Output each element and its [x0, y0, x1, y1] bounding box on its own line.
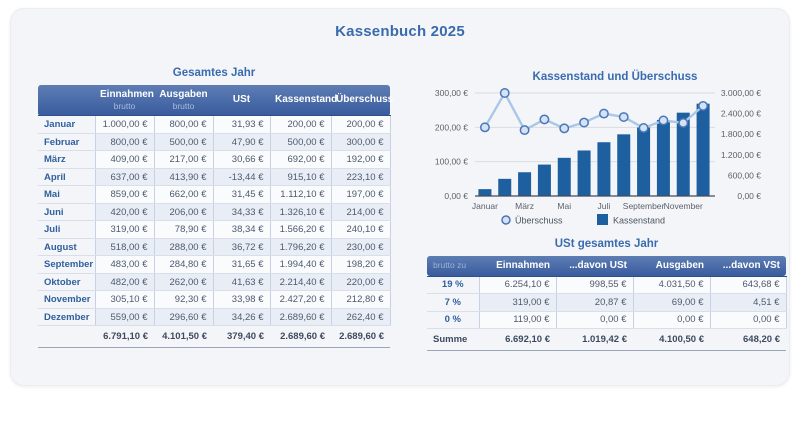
cell-value: 998,55 €: [556, 276, 633, 294]
right-axis-label: 600,00 €: [727, 170, 761, 181]
year-table-section: [38, 67, 394, 348]
cell-value: 78,90 €: [154, 221, 213, 239]
table-row: [38, 308, 390, 326]
cell-value: 0,00 €: [556, 311, 633, 329]
cell-value: 319,00 €: [479, 294, 556, 312]
month-label: Oktober: [38, 273, 95, 291]
sum-value: 648,20 €: [710, 329, 786, 351]
sum-value: 379,40 €: [213, 326, 270, 348]
month-label: Mai: [38, 186, 95, 204]
cell-value: 31,65 €: [213, 256, 270, 274]
sum-value: 6.791,10 €: [95, 326, 154, 348]
sum-row: [38, 326, 390, 348]
cell-value: 30,66 €: [213, 151, 270, 169]
year-table-title: Gesamtes Jahr: [172, 67, 256, 79]
table-row: [427, 276, 786, 294]
cell-value: 240,10 €: [331, 221, 390, 239]
column-header: Einnahmen: [479, 256, 556, 276]
chart-bar: [617, 134, 630, 196]
tax-rate-label: 7 %: [427, 294, 479, 312]
cell-value: 413,90 €: [154, 168, 213, 186]
cell-value: 38,34 €: [213, 221, 270, 239]
cell-value: 197,00 €: [331, 186, 390, 204]
table-row: [427, 294, 786, 312]
cell-value: 288,00 €: [154, 238, 213, 256]
cell-value: 2.427,20 €: [270, 291, 331, 309]
column-header: Kassenstand: [270, 85, 331, 116]
chart-line: [485, 93, 703, 130]
chart-bar: [478, 189, 491, 196]
cell-value: 319,00 €: [95, 221, 154, 239]
cell-value: 305,10 €: [95, 291, 154, 309]
cell-value: 559,00 €: [95, 308, 154, 326]
right-axis-label: 1.200,00 €: [720, 149, 761, 160]
column-header: Ausgaben: [633, 256, 710, 276]
page-title: Kassenbuch 2025: [335, 23, 465, 40]
cell-value: 192,00 €: [331, 151, 390, 169]
column-header: Ausgaben brutto: [154, 85, 213, 116]
cell-value: 92,30 €: [154, 291, 213, 309]
cell-value: 643,68 €: [710, 276, 786, 294]
table-row: [38, 221, 390, 239]
month-label: Januar: [38, 116, 95, 134]
row-label-corner: [38, 85, 95, 116]
cell-value: 1.796,20 €: [270, 238, 331, 256]
chart-bar: [578, 150, 591, 196]
sum-label: [38, 326, 95, 348]
chart-marker: [600, 109, 608, 117]
cell-value: -13,44 €: [213, 168, 270, 186]
legend-ueberschuss-icon: [502, 216, 510, 224]
cell-value: 0,00 €: [710, 311, 786, 329]
column-header: USt: [213, 85, 270, 116]
table-row: [38, 116, 390, 134]
column-header: ...davon VSt: [710, 256, 786, 276]
chart-marker: [659, 116, 667, 124]
sum-row: [427, 329, 786, 351]
cell-value: 33,98 €: [213, 291, 270, 309]
table-row: [38, 203, 390, 221]
cell-value: 212,80 €: [331, 291, 390, 309]
cell-value: 262,40 €: [331, 308, 390, 326]
cell-value: 300,00 €: [331, 133, 390, 151]
sum-label: Summe: [427, 329, 479, 351]
right-axis-label: 2.400,00 €: [720, 108, 761, 119]
cell-value: 31,93 €: [213, 116, 270, 134]
month-label: Februar: [38, 133, 95, 151]
year-table-header: [38, 85, 394, 116]
cell-value: 69,00 €: [633, 294, 710, 312]
table-row: [38, 133, 390, 151]
x-axis-label: November: [663, 201, 703, 211]
cell-value: 4.031,50 €: [633, 276, 710, 294]
column-subheader: brutto: [172, 100, 195, 111]
month-label: November: [38, 291, 95, 309]
month-label: Juni: [38, 203, 95, 221]
cell-value: 296,60 €: [154, 308, 213, 326]
sum-value: 2.689,60 €: [270, 326, 331, 348]
chart-marker: [679, 119, 687, 127]
cell-value: 200,00 €: [331, 116, 390, 134]
chart-marker: [481, 123, 489, 131]
x-axis-label: März: [515, 201, 535, 211]
ust-header-label: brutto zu: [427, 256, 479, 276]
chart-bar: [518, 172, 531, 196]
table-row: [427, 311, 786, 329]
cell-value: 4,51 €: [710, 294, 786, 312]
cell-value: 206,00 €: [154, 203, 213, 221]
chart-bar: [597, 142, 610, 196]
cell-value: 692,00 €: [270, 151, 331, 169]
ust-table: [427, 256, 787, 351]
tax-rate-label: 19 %: [427, 276, 479, 294]
cell-value: 223,10 €: [331, 168, 390, 186]
chart-marker: [501, 89, 509, 97]
x-axis-label: September: [622, 201, 665, 211]
cell-value: 36,72 €: [213, 238, 270, 256]
sum-value: 4.101,50 €: [154, 326, 213, 348]
chart-marker: [639, 124, 647, 132]
cell-value: 31,45 €: [213, 186, 270, 204]
sum-value: 6.692,10 €: [479, 329, 556, 351]
cell-value: 2.689,60 €: [270, 308, 331, 326]
cell-value: 214,00 €: [331, 203, 390, 221]
cell-value: 1.994,40 €: [270, 256, 331, 274]
left-axis-label: 100,00 €: [434, 156, 468, 167]
chart-bar: [657, 120, 670, 196]
cell-value: 119,00 €: [479, 311, 556, 329]
right-axis-label: 0,00 €: [737, 191, 761, 201]
cell-value: 637,00 €: [95, 168, 154, 186]
legend-ueberschuss-label: Überschuss: [515, 215, 563, 226]
year-table: [38, 85, 394, 348]
cell-value: 915,10 €: [270, 168, 331, 186]
chart-title: Kassenstand und Überschuss: [532, 71, 698, 83]
cell-value: 217,00 €: [154, 151, 213, 169]
legend-kassenstand-label: Kassenstand: [613, 215, 666, 226]
x-axis-label: Juli: [597, 201, 611, 211]
column-header: ...davon USt: [556, 256, 633, 276]
month-label: August: [38, 238, 95, 256]
cell-value: 284,80 €: [154, 256, 213, 274]
cell-value: 230,00 €: [331, 238, 390, 256]
cell-value: 483,00 €: [95, 256, 154, 274]
cell-value: 6.254,10 €: [479, 276, 556, 294]
chart-marker: [580, 118, 588, 126]
chart-bar: [558, 158, 571, 196]
cell-value: 198,20 €: [331, 256, 390, 274]
right-axis-label: 3.000,00 €: [720, 88, 761, 98]
cell-value: 500,00 €: [270, 133, 331, 151]
cell-value: 1.000,00 €: [95, 116, 154, 134]
cell-value: 262,00 €: [154, 273, 213, 291]
ust-table-section: [427, 238, 786, 351]
cell-value: 1.566,20 €: [270, 221, 331, 239]
cell-value: 1.112,10 €: [270, 186, 331, 204]
left-axis-label: 0,00 €: [444, 191, 468, 201]
ust-table-title: USt gesamtes Jahr: [554, 238, 659, 250]
cell-value: 482,00 €: [95, 273, 154, 291]
tax-rate-label: 0 %: [427, 311, 479, 329]
cell-value: 800,00 €: [95, 133, 154, 151]
month-label: April: [38, 168, 95, 186]
column-subheader: brutto: [113, 100, 136, 111]
cell-value: 859,00 €: [95, 186, 154, 204]
cell-value: 47,90 €: [213, 133, 270, 151]
cell-value: 200,00 €: [270, 116, 331, 134]
sum-value: 4.100,50 €: [633, 329, 710, 351]
table-row: [38, 273, 390, 291]
chart-marker: [560, 124, 568, 132]
table-row: [38, 168, 390, 186]
month-label: September: [38, 256, 95, 274]
chart-bar: [538, 165, 551, 196]
chart-marker: [520, 126, 528, 134]
left-axis-label: 300,00 €: [434, 88, 468, 98]
table-row: [38, 186, 390, 204]
chart-bar: [697, 104, 710, 196]
cell-value: 420,00 €: [95, 203, 154, 221]
kassenstand-ueberschuss-chart: [420, 66, 790, 234]
sum-value: 2.689,60 €: [331, 326, 390, 348]
cell-value: 1.326,10 €: [270, 203, 331, 221]
sum-value: 1.019,42 €: [556, 329, 633, 351]
cell-value: 20,87 €: [556, 294, 633, 312]
cell-value: 662,00 €: [154, 186, 213, 204]
cell-value: 34,33 €: [213, 203, 270, 221]
x-axis-label: Mai: [557, 201, 572, 211]
chart-marker: [540, 115, 548, 123]
chart-marker: [620, 113, 628, 121]
cell-value: 500,00 €: [154, 133, 213, 151]
month-label: März: [38, 151, 95, 169]
cell-value: 409,00 €: [95, 151, 154, 169]
right-axis-label: 1.800,00 €: [720, 129, 761, 140]
table-row: [38, 151, 390, 169]
cell-value: 800,00 €: [154, 116, 213, 134]
ust-table-header: [427, 256, 786, 276]
cell-value: 34,26 €: [213, 308, 270, 326]
chart-bar: [637, 128, 650, 196]
cell-value: 0,00 €: [633, 311, 710, 329]
x-axis-label: Januar: [471, 201, 498, 211]
month-label: Dezember: [38, 308, 95, 326]
month-label: Juli: [38, 221, 95, 239]
chart-section: [420, 66, 790, 234]
column-header: Einnahmen brutto: [95, 85, 154, 116]
cell-value: 41,63 €: [213, 273, 270, 291]
table-row: [38, 256, 390, 274]
table-row: [38, 238, 390, 256]
chart-marker: [699, 102, 707, 110]
chart-bar: [498, 179, 511, 196]
cell-value: 518,00 €: [95, 238, 154, 256]
cell-value: 220,00 €: [331, 273, 390, 291]
legend-kassenstand-icon: [597, 214, 608, 225]
column-header: Überschuss: [331, 85, 390, 116]
cell-value: 2.214,40 €: [270, 273, 331, 291]
left-axis-label: 200,00 €: [434, 122, 468, 133]
table-row: [38, 291, 390, 309]
